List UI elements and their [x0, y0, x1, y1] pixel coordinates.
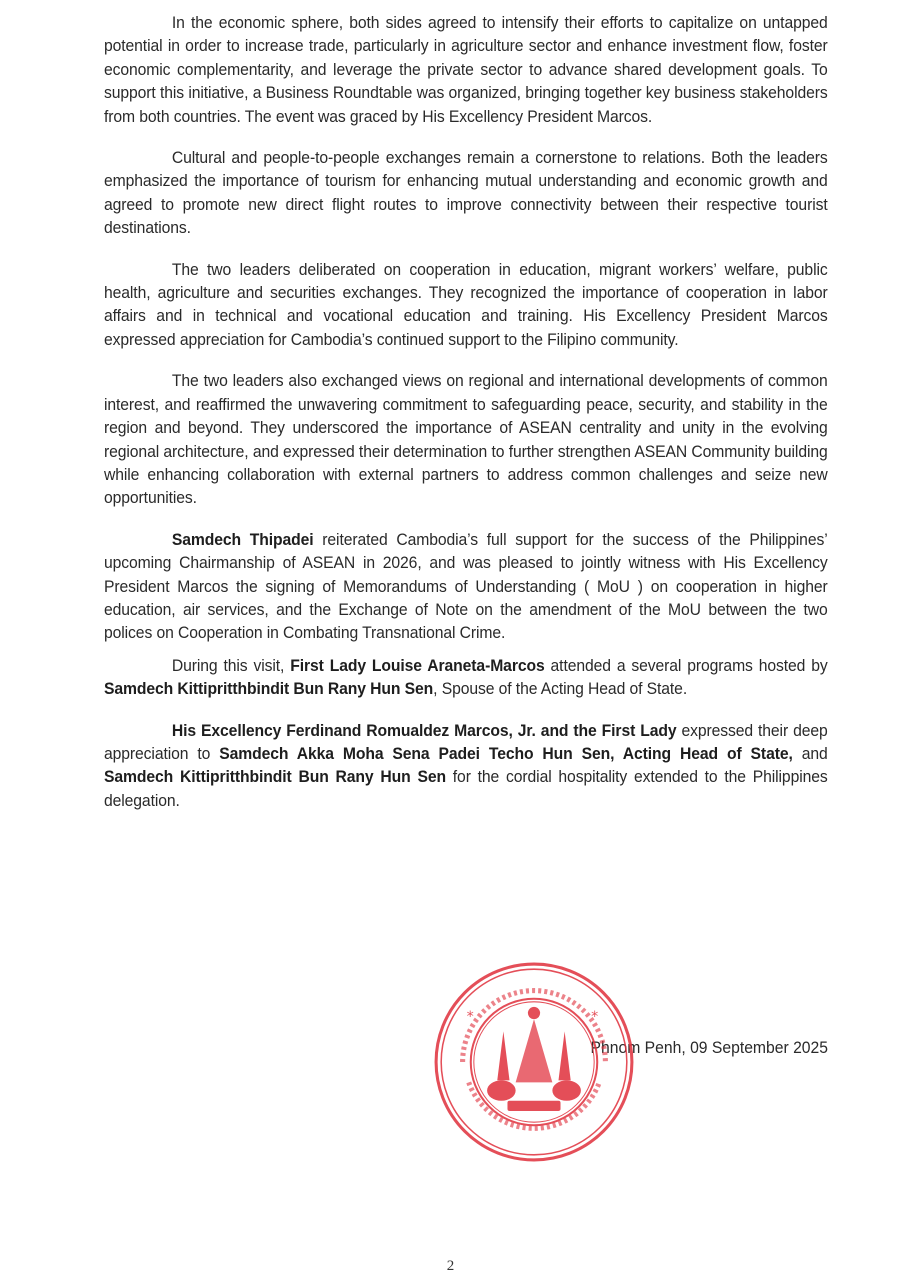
- paragraph-text: and: [792, 744, 828, 763]
- document-body: [104, 12, 828, 831]
- paragraph-asean-support: [104, 529, 828, 646]
- bold-name: First Lady Louise Araneta-Marcos: [290, 656, 545, 675]
- page-number: 2: [446, 1258, 455, 1274]
- bold-name: Samdech Kittipritthbindit Bun Rany Hun Sen: [104, 768, 446, 787]
- paragraph-text: In the economic sphere, both sides agreed to intensify their efforts to capitalize on untapped potential in order to increase trade, particularly in agriculture sector and enhance investment flow, foster economic complementarity, and leverage the private sector to advance shared development goals. To support this initiative, a Business Roundtable was organized, bringing together key business stakeholders from both countries. The event was graced by His Excellency President Marcos.: [104, 14, 828, 126]
- paragraph-text: reiterated Cambodia’s full support for the success of the Philippines’ upcoming Chairmanship of ASEAN in 2026, and was pleased to jointly witness with His Excellency President Marcos the signing of Memorandums of Understanding ( MoU ) on cooperation in higher education, air services, and the Exchange of Note on the amendment of the MoU between the two polices on Cooperation in Combating Transnational Crime.: [104, 530, 828, 643]
- paragraph-text: The two leaders deliberated on cooperation in education, migrant workers’ welfare, public health, agriculture and securities exchanges. They recognized the importance of cooperation in labor affairs and in technical and vocational education and training. His Excellency President Marcos expressed appreciation for Cambodia’s continued support to the Filipino community.: [104, 260, 828, 349]
- bold-name: His Excellency Ferdinand Romualdez Marcos, Jr. and the First Lady: [171, 721, 677, 740]
- paragraph-first-lady: [104, 655, 828, 702]
- paragraph-text: for the cordial hospitality extended to the Philippines delegation.: [104, 768, 828, 810]
- bold-name: Samdech Akka Moha Sena Padei Techo Hun Sen, Acting Head of State,: [219, 744, 793, 763]
- paragraph-text: During this visit,: [171, 656, 291, 675]
- paragraph-text: The two leaders also exchanged views on regional and international developments of common interest, and reaffirmed the unwavering commitment to safeguarding peace, security, and stability in the region and beyond. They underscored the importance of ASEAN centrality and unity in the evolving regional architecture, and expressed their determination to further strengthen ASEAN Community building while enhancing collaboration with external partners to address common challenges and seize new opportunities.: [104, 372, 828, 508]
- paragraph-economic: [104, 12, 828, 129]
- paragraph-appreciation: [104, 720, 828, 814]
- paragraph-text: , Spouse of the Acting Head of State.: [433, 680, 688, 699]
- paragraph-regional: [104, 370, 828, 510]
- svg-text:*: *: [591, 1009, 599, 1026]
- dateline: Phnom Penh, 09 September 2025: [590, 1039, 828, 1057]
- bold-name: Samdech Kittipritthbindit Bun Rany Hun Sen: [104, 680, 434, 699]
- paragraph-cultural: [104, 147, 828, 241]
- svg-text:*: *: [466, 1009, 474, 1026]
- paragraph-text: Cultural and people-to-people exchanges remain a cornerstone to relations. Both the leaders emphasized the importance of tourism for enhancing mutual understanding and economic growth and agreed to promote new direct flight routes to improve connectivity between their respective tourist destinations.: [104, 149, 828, 238]
- official-seal-icon: [432, 960, 636, 1164]
- paragraph-cooperation: [104, 259, 828, 353]
- paragraph-text: attended a several programs hosted by: [544, 656, 828, 675]
- bold-name: Samdech Thipadei: [171, 530, 314, 549]
- paragraph-text: expressed their deep appreciation to: [104, 721, 828, 763]
